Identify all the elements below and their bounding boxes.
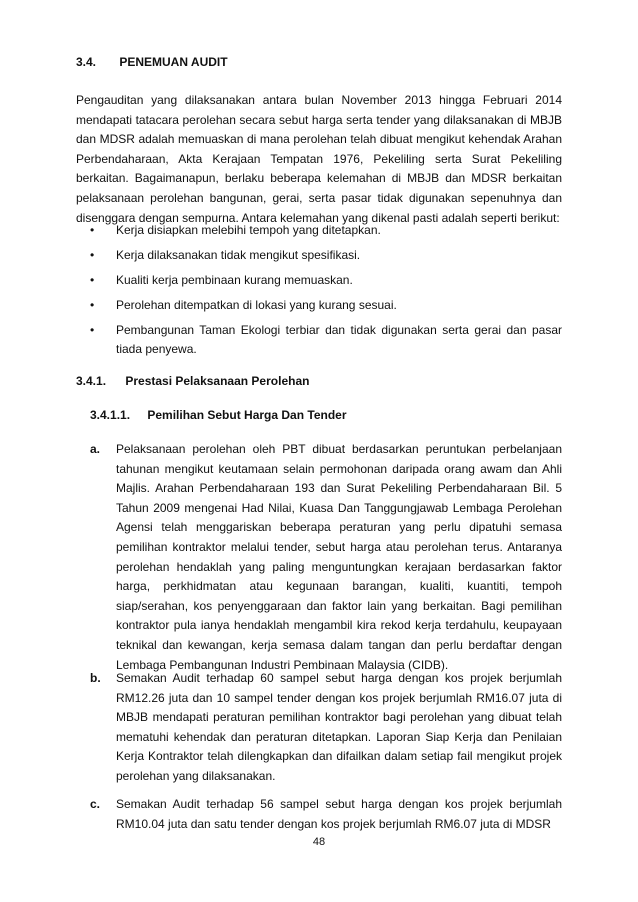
page-number: 48: [312, 836, 326, 848]
item-text: Pelaksanaan perolehan oleh PBT dibuat berdasarkan peruntukan perbelanjaan tahunan mengikut keutamaan selain permohonan daripada orang awam dan Ahli Majlis. Arahan Perbendaharaan 193 dan Surat Pekeliling Perbendaharaan Bil. 5 Tahun 2009 mengenai Had Nilai, Kuasa Dan Tanggungjawab Lembaga Perolehan Agensi telah menggariskan beberapa peraturan yang perlu dipatuhi semasa pemilihan kontraktor melalui tender, sebut harga atau perolehan terus. Antaranya perolehan hendaklah yang paling menguntungkan kerajaan berdasarkan faktor harga, perkhidmatan atau kegunaan barangan, kualiti, kuantiti, tempoh siap/serahan, kos penyenggaraan dan faktor lain yang berkaitan. Bagi pemilihan kontraktor pula ianya hendaklah mengambil kira rekod kerja terdahulu, keupayaan teknikal dan kewangan, kerja semasa dalam tangan dan perlu berdaftar dengan Lembaga Pembangunan Industri Pembinaan Malaysia (CIDB).: [116, 442, 562, 672]
bullet-icon: •: [90, 223, 95, 237]
section-number: 3.4.: [76, 55, 97, 69]
intro-paragraph: Pengauditan yang dilaksanakan antara bulan November 2013 hingga Februari 2014 mendapati tatacara perolehan secara sebut harga serta tender yang dilaksanakan di MBJB dan MDSR adalah memuaskan di mana perolehan telah dibuat mengikut kehendak Arahan Perbendaharaan, Akta Kerajaan Tempatan 1976, Pekeliling serta Surat Pekeliling berkaitan. Bagaimanapun, berlaku beberapa kelemahan di MBJB dan MDSR berkaitan pelaksanaan perolehan bangunan, gerai, serta pasar tidak digunakan sepenuhnya dan disenggara dengan sempurna. Antara kelemahan yang dikenal pasti adalah seperti berikut:: [76, 93, 562, 225]
subsubsection-heading: [90, 408, 347, 422]
bullet-icon: •: [90, 323, 95, 337]
weakness-list: [88, 221, 562, 365]
item-c: [90, 795, 562, 834]
item-text: Semakan Audit terhadap 56 sampel sebut harga dengan kos projek berjumlah RM10.04 juta dan satu tender dengan kos projek berjumlah RM6.07 juta di MDSR: [116, 797, 562, 831]
bullet-icon: •: [90, 248, 95, 262]
item-marker: b.: [90, 671, 101, 685]
item-text: Semakan Audit terhadap 60 sampel sebut harga dengan kos projek berjumlah RM12.26 juta dan 10 sampel tender dengan kos projek berjumlah RM16.07 juta di MBJB mendapati peraturan pemilihan kontraktor bagi perolehan yang dibuat telah mematuhi kehendak dan peraturan ditetapkan. Laporan Siap Kerja dan Penilaian Kerja Kontraktor telah dilengkapkan dan difailkan dalam setiap fail mengikut projek perolehan yang dilaksanakan.: [116, 671, 562, 783]
list-item: • Perolehan ditempatkan di lokasi yang kurang sesuai.: [88, 296, 562, 315]
subsubsection-title: Pemilihan Sebut Harga Dan Tender: [147, 408, 347, 422]
bullet-icon: •: [90, 273, 95, 287]
subsubsection-number: 3.4.1.1.: [90, 408, 131, 422]
item-a: [90, 440, 562, 675]
item-b: [90, 669, 562, 787]
section-heading: [76, 55, 228, 69]
subsection-number: 3.4.1.: [76, 374, 107, 388]
subsection-title: Prestasi Pelaksanaan Perolehan: [125, 374, 310, 388]
list-item: • Kualiti kerja pembinaan kurang memuaskan.: [88, 271, 562, 290]
subsection-heading: [76, 374, 309, 388]
section-title: PENEMUAN AUDIT: [119, 55, 228, 69]
item-marker: a.: [90, 442, 101, 456]
list-item: • Kerja disiapkan melebihi tempoh yang ditetapkan.: [88, 221, 562, 240]
item-marker: c.: [90, 797, 101, 811]
bullet-icon: •: [90, 298, 95, 312]
list-item: • Kerja dilaksanakan tidak mengikut spesifikasi.: [88, 246, 562, 265]
list-item: • Pembangunan Taman Ekologi terbiar dan tidak digunakan serta gerai dan pasar tiada penyewa.: [90, 323, 562, 356]
